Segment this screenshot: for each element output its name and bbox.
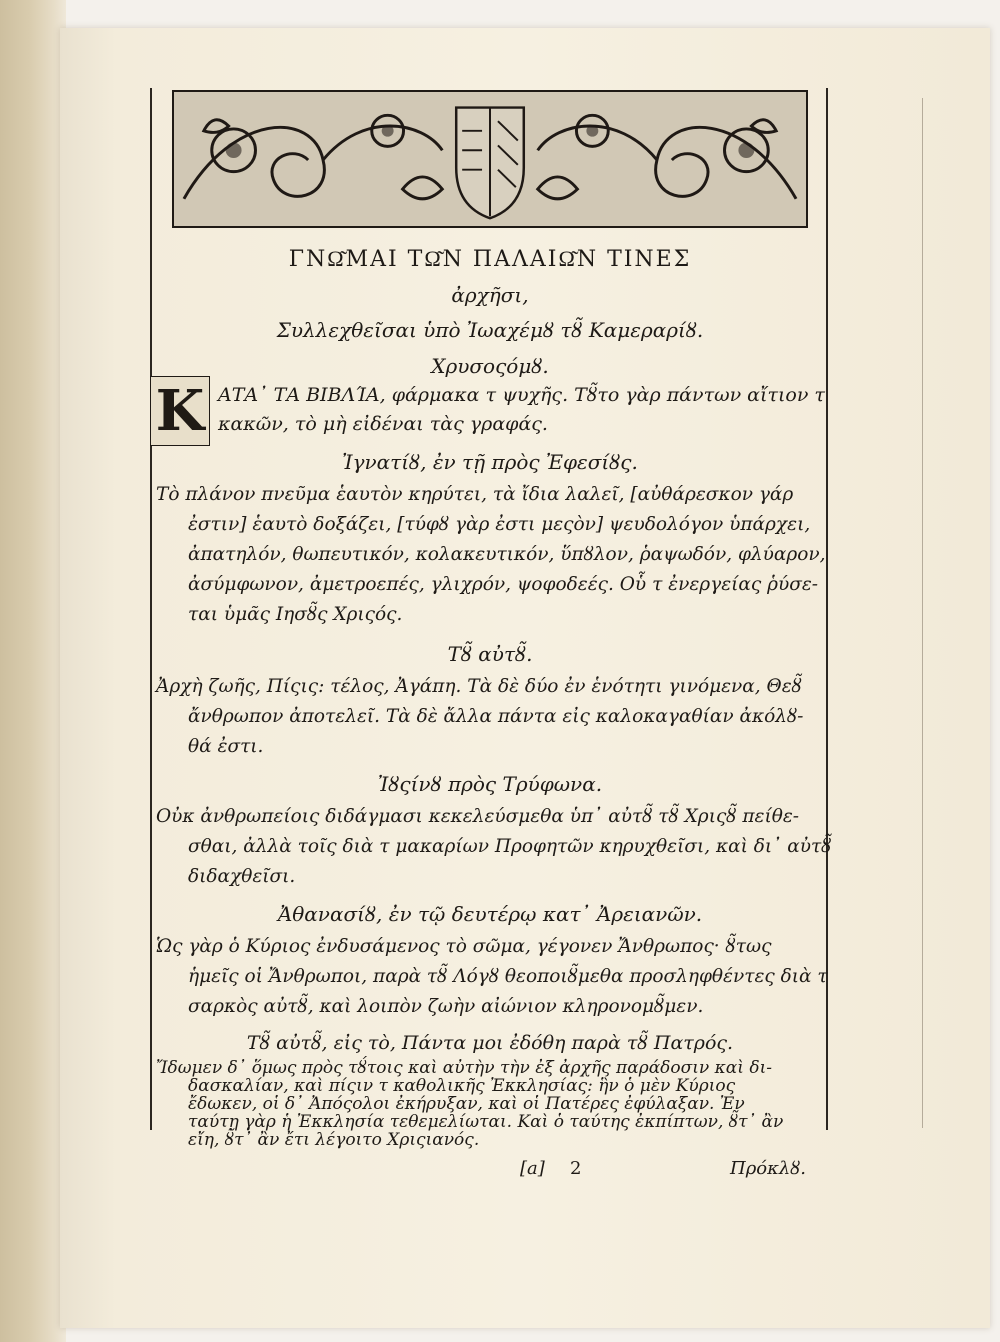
text-line: θά ἐστι. bbox=[188, 736, 264, 757]
section-title: Χρυσοςόμȣ. bbox=[431, 354, 549, 378]
text-line: ἡμεῖς οἱ Ἄνθρωποι, παρὰ τȣ̃ Λόγȣ θεοποιȣ̃μεθα προσληφθέντες διὰ τ bbox=[188, 966, 828, 987]
book-binding-edge bbox=[0, 0, 66, 1342]
section-title: Ἀθανασίȣ, ἐν τῷ δευτέρῳ κατ᾽ Ἀρειανῶν. bbox=[277, 902, 703, 926]
section-title: Τȣ̃ αὐτȣ̃. bbox=[447, 642, 533, 666]
text-line: Ἴδωμεν δ᾽ ὅμως πρὸς τȣ́τοις καὶ αὐτὴν τὴν ἐξ ἀρχῆς παράδοσιν καὶ δι- bbox=[156, 1058, 773, 1078]
heading-compiler: Συλλεχθεῖσαι ὑπὸ Ἰωαχέμȣ τȣ̃ Καμεραρίȣ. bbox=[276, 318, 704, 342]
text-line: σθαι, ἀλλὰ τοῖς διὰ τ μακαρίων Προφητῶν κηρυχθεῖσι, καὶ δι᾽ αὐτȣ̃ bbox=[188, 836, 832, 857]
text-line: κακῶν, τὸ μὴ εἰδέναι τὰς γραφάς. bbox=[218, 413, 548, 435]
text-line: διδαχθεῖσι. bbox=[188, 866, 296, 887]
text-line: ἀσύμφωνον, ἀμετροεπές, γλιχρόν, ψοφοδεές. Οὗ τ ἐνεργείας ῥύσε- bbox=[188, 574, 819, 595]
text-line: ταύτῃ γὰρ ἡ Ἐκκλησία τεθεμελίωται. Καὶ ὁ ταύτης ἐκπίπτων, ȣ̃τ᾽ ἂν bbox=[188, 1112, 784, 1132]
text-line: ἔδωκεν, οἱ δ᾽ Ἀπόςολοι ἐκήρυξαν, καὶ οἱ Πατέρες ἐφύλαξαν. Ἐν bbox=[188, 1094, 745, 1114]
section-title: Ἰγνατίȣ, ἐν τῇ πρὸς Ἐφεσίȣς. bbox=[342, 450, 638, 474]
floral-scroll-icon bbox=[174, 92, 806, 226]
text-line: ΑΤΑ᾽ ΤΑ ΒΙΒΛΊΑ, φάρμακα τ ψυχῆς. Τȣ̃το γὰρ πάντων αἴτιον τ bbox=[218, 384, 825, 406]
text-line: ἄνθρωπον ἀποτελεῖ. Τὰ δὲ ἄλλα πάντα εἰς καλοκαγαθίαν ἀκόλȣ- bbox=[188, 706, 804, 727]
page-number: 2 bbox=[570, 1158, 582, 1179]
text-line: σαρκὸς αὐτȣ̃, καὶ λοιπὸν ζωὴν αἰώνιον κληρονομȣ̃μεν. bbox=[188, 996, 704, 1017]
text-line: Ἀρχὴ ζωῆς, Πίςις: τέλος, Ἀγάπη. Τὰ δὲ δύο ἐν ἑνότητι γινόμενα, Θεȣ̃ bbox=[156, 676, 802, 697]
signature-mark: [a] bbox=[520, 1158, 545, 1179]
text-line: ται ὑμᾶς Ιησȣ̃ς Χριςός. bbox=[188, 604, 403, 625]
text-line: δασκαλίαν, καὶ πίςιν τ καθολικῆς Ἐκκλησίας: ἣν ὁ μὲν Κύριος bbox=[188, 1076, 736, 1096]
outer-margin-rule bbox=[922, 98, 923, 1128]
text-line: εἴη, ȣ̃τ᾽ ἂν ἔτι λέγοιτο Χριςιανός. bbox=[188, 1130, 480, 1150]
section-title: Τȣ̃ αὐτȣ̃, εἰς τὸ, Πάντα μοι ἐδόθη παρὰ τȣ̃ Πατρός. bbox=[246, 1032, 734, 1054]
heading-subtitle: ἀρχῆσι, bbox=[451, 283, 529, 307]
text-line: ἀπατηλόν, θωπευτικόν, κολακευτικόν, ὕπȣλον, ῥαψωδόν, φλύαρον, bbox=[188, 544, 826, 565]
initial-letter: Κ bbox=[155, 378, 205, 444]
text-line: Οὐκ ἀνθρωπείοις διδάγμασι κεκελεύσμεθα ὑπ᾽ αὐτȣ̃ τȣ̃ Χριςȣ̃ πείθε- bbox=[156, 806, 800, 827]
text-line: Ὡς γὰρ ὁ Κύριος ἐνδυσάμενος τὸ σῶμα, γέγονεν Ἄνθρωπος· ȣ̃τως bbox=[156, 936, 772, 957]
page-title: ΓΝΩ͂ΜΑΙ ΤΩ͂Ν ΠΑΛΑΙΩ͂Ν ΤΙΝΕΣ bbox=[288, 247, 692, 272]
ornamental-headpiece bbox=[172, 90, 808, 228]
text-line: ἐστιν] ἑαυτὸ δοξάζει, [τύφȣ γὰρ ἐστι μεςὸν] ψευδολόγον ὑπάρχει, bbox=[188, 514, 811, 535]
section-title: Ἰȣςίνȣ πρὸς Τρύφωνα. bbox=[377, 772, 603, 796]
decorated-initial bbox=[150, 376, 210, 446]
catchword: Πρόκλȣ. bbox=[730, 1158, 806, 1179]
left-margin-rule bbox=[150, 88, 152, 1130]
text-line: Τὸ πλάνον πνεῦμα ἑαυτὸν κηρύτει, τὰ ἴδια λαλεῖ, [αὐθάρεσκον γάρ bbox=[156, 484, 794, 505]
